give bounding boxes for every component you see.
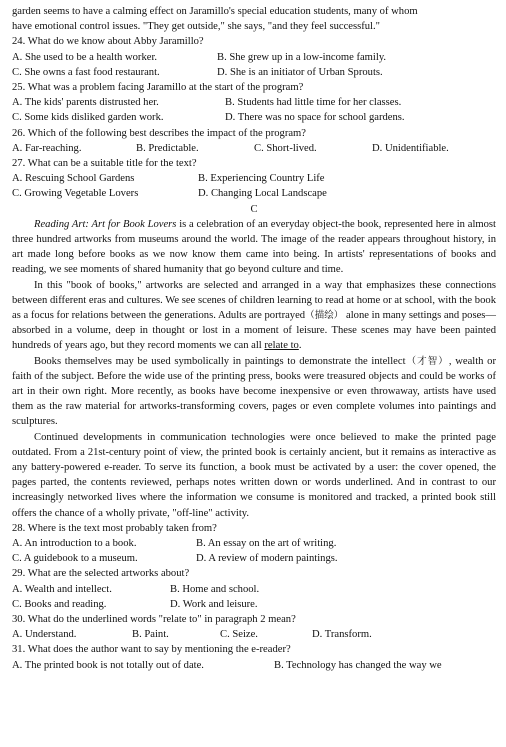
question-24-option-c[interactable]: C. She owns a fast food restaurant. bbox=[12, 66, 160, 78]
question-24-option-a[interactable]: A. She used to be a health worker. bbox=[12, 51, 158, 63]
question-27-option-a[interactable]: A. Rescuing School Gardens bbox=[12, 173, 135, 185]
question-30-option-a[interactable]: A. Understand. bbox=[12, 629, 77, 641]
question-27-option-d[interactable]: D. Changing Local Landscape bbox=[198, 188, 327, 200]
passage-paragraph-4: Continued developments in communication technologies were once believed to make the printed page outdated. From a 21st-century point of view, the printed book is certainly ancient, but it remains as interactive as any battery-powered e-reader. To serve its function, a book must be activated by a user: the cover opened, the pages parted, the contents reviewed, perhaps notes written down or words underlined. And in contrast to our increasingly networked lives where the information we consume is monitored and tracked, a printed book still offers the chance of a wholly private, "off-line" activity. bbox=[12, 431, 496, 519]
question-26-stem: 26. Which of the following best describes the impact of the program? bbox=[12, 127, 306, 139]
question-24-options-row-2 bbox=[12, 65, 496, 80]
question-25-option-c[interactable]: C. Some kids disliked garden work. bbox=[12, 112, 164, 124]
passage-paragraph-1-text: is a celebration of an everyday object-the book, represented here in almost three hundred artworks from museums around the world. The image of the reader appears throughout history, in art made long before books as we now know them came into being. In artists' representations of books and reading, we see moments of shared humanity that go beyond culture and time. bbox=[12, 218, 496, 276]
passage-paragraph-3 bbox=[12, 354, 496, 430]
passage-paragraph-3-text-b: , wealth or faith of the subject. Before the wide use of the printing press, books were treasured objects and could be works of art in their own right. More recently, as books have become inexpensive or even throwaway, artists have used them as the raw material for artworks-transforming covers, pages or even complete volumes into paintings and sculptures. bbox=[12, 355, 496, 428]
question-30-stem: 30. What do the underlined words "relate to" in paragraph 2 mean? bbox=[12, 613, 296, 625]
question-31-option-a[interactable]: A. The printed book is not totally out of date. bbox=[12, 659, 204, 671]
passage-paragraph-2-end: . bbox=[298, 340, 302, 352]
question-24-stem: 24. What do we know about Abby Jaramillo? bbox=[12, 36, 204, 48]
question-31-options-row-1 bbox=[12, 658, 496, 673]
passage-paragraph-2-text-a: In this "book of books," artworks are selected and arranged in a way that emphasizes these connections between different eras and cultures. We see scenes of children learning to read at home or at school, with the book as a focus for relations between the generations. Adults are portrayed bbox=[12, 279, 496, 321]
question-28-option-d[interactable]: D. A review of modern paintings. bbox=[196, 553, 338, 565]
question-28-stem: 28. Where is the text most probably taken from? bbox=[12, 522, 217, 534]
question-31-option-b[interactable]: B. Technology has changed the way we bbox=[274, 659, 442, 671]
chinese-gloss-portrayed: （描绘） bbox=[305, 309, 344, 321]
question-26-option-a[interactable]: A. Far-reaching. bbox=[12, 142, 82, 154]
question-29-stem: 29. What are the selected artworks about? bbox=[12, 568, 190, 580]
question-26-options-row bbox=[12, 141, 496, 156]
question-29-option-b[interactable]: B. Home and school. bbox=[170, 583, 260, 595]
question-29-option-d[interactable]: D. Work and leisure. bbox=[170, 598, 258, 610]
question-30-options-row bbox=[12, 627, 496, 642]
question-30-option-d[interactable]: D. Transform. bbox=[312, 629, 372, 641]
passage-paragraph-1 bbox=[12, 217, 496, 278]
question-29-option-c[interactable]: C. Books and reading. bbox=[12, 598, 107, 610]
book-title: Reading Art: Art for Book Lovers bbox=[34, 218, 177, 230]
question-30-option-b[interactable]: B. Paint. bbox=[132, 629, 169, 641]
question-26-option-c[interactable]: C. Short-lived. bbox=[254, 142, 317, 154]
section-label: C bbox=[250, 203, 258, 215]
intro-line-2: have emotional control issues. "They get outside," she says, "and they feel successful." bbox=[12, 21, 380, 33]
question-25-options-row-1 bbox=[12, 95, 496, 110]
chinese-gloss-intellect: （才智） bbox=[405, 355, 449, 367]
question-27-option-c[interactable]: C. Growing Vegetable Lovers bbox=[12, 188, 139, 200]
question-30-option-c[interactable]: C. Seize. bbox=[220, 629, 258, 641]
question-27-option-b[interactable]: B. Experiencing Country Life bbox=[198, 173, 325, 185]
question-25-option-a[interactable]: A. The kids' parents distrusted her. bbox=[12, 97, 159, 109]
question-29-options-row-2 bbox=[12, 597, 496, 612]
question-24-option-d[interactable]: D. She is an initiator of Urban Sprouts. bbox=[217, 66, 383, 78]
question-25-option-b[interactable]: B. Students had little time for her classes. bbox=[225, 97, 402, 109]
underlined-relate-to: relate to bbox=[264, 340, 299, 352]
question-26-option-d[interactable]: D. Unidentifiable. bbox=[372, 142, 449, 154]
question-29-options-row-1 bbox=[12, 582, 496, 597]
question-27-options-row-2 bbox=[12, 186, 496, 201]
question-28-option-a[interactable]: A. An introduction to a book. bbox=[12, 538, 137, 549]
question-24-option-b[interactable]: B. She grew up in a low-income family. bbox=[217, 51, 387, 63]
passage-paragraph-3-text-a: Books themselves may be used symbolically in paintings to demonstrate the intellect bbox=[34, 355, 406, 367]
question-25-options-row-2 bbox=[12, 110, 496, 125]
passage-paragraph-2 bbox=[12, 278, 496, 354]
question-25-option-d[interactable]: D. There was no space for school gardens. bbox=[225, 112, 405, 124]
question-29-option-a[interactable]: A. Wealth and intellect. bbox=[12, 583, 112, 595]
question-28-option-b[interactable]: B. An essay on the art of writing. bbox=[196, 538, 337, 549]
passage-paragraph-2-text-b: alone in many settings and poses—absorbed in a volume, deep in thought or lost in a moment of leisure. These scenes may have been painted hundreds of years ago, but they record moments we can all bbox=[12, 309, 496, 352]
question-27-stem: 27. What can be a suitable title for the text? bbox=[12, 157, 197, 169]
question-25-stem: 25. What was a problem facing Jaramillo at the start of the program? bbox=[12, 81, 304, 93]
question-28-option-c[interactable]: C. A guidebook to a museum. bbox=[12, 553, 138, 565]
question-28-options-row-1 bbox=[12, 536, 496, 551]
intro-line-1: garden seems to have a calming effect on Jaramillo's special education students, many of whom bbox=[12, 6, 418, 17]
question-31-stem: 31. What does the author want to say by mentioning the e-reader? bbox=[12, 644, 291, 656]
question-26-option-b[interactable]: B. Predictable. bbox=[136, 142, 199, 154]
question-28-options-row-2 bbox=[12, 551, 496, 566]
question-24-options-row-1 bbox=[12, 50, 496, 65]
question-27-options-row-1 bbox=[12, 171, 496, 186]
